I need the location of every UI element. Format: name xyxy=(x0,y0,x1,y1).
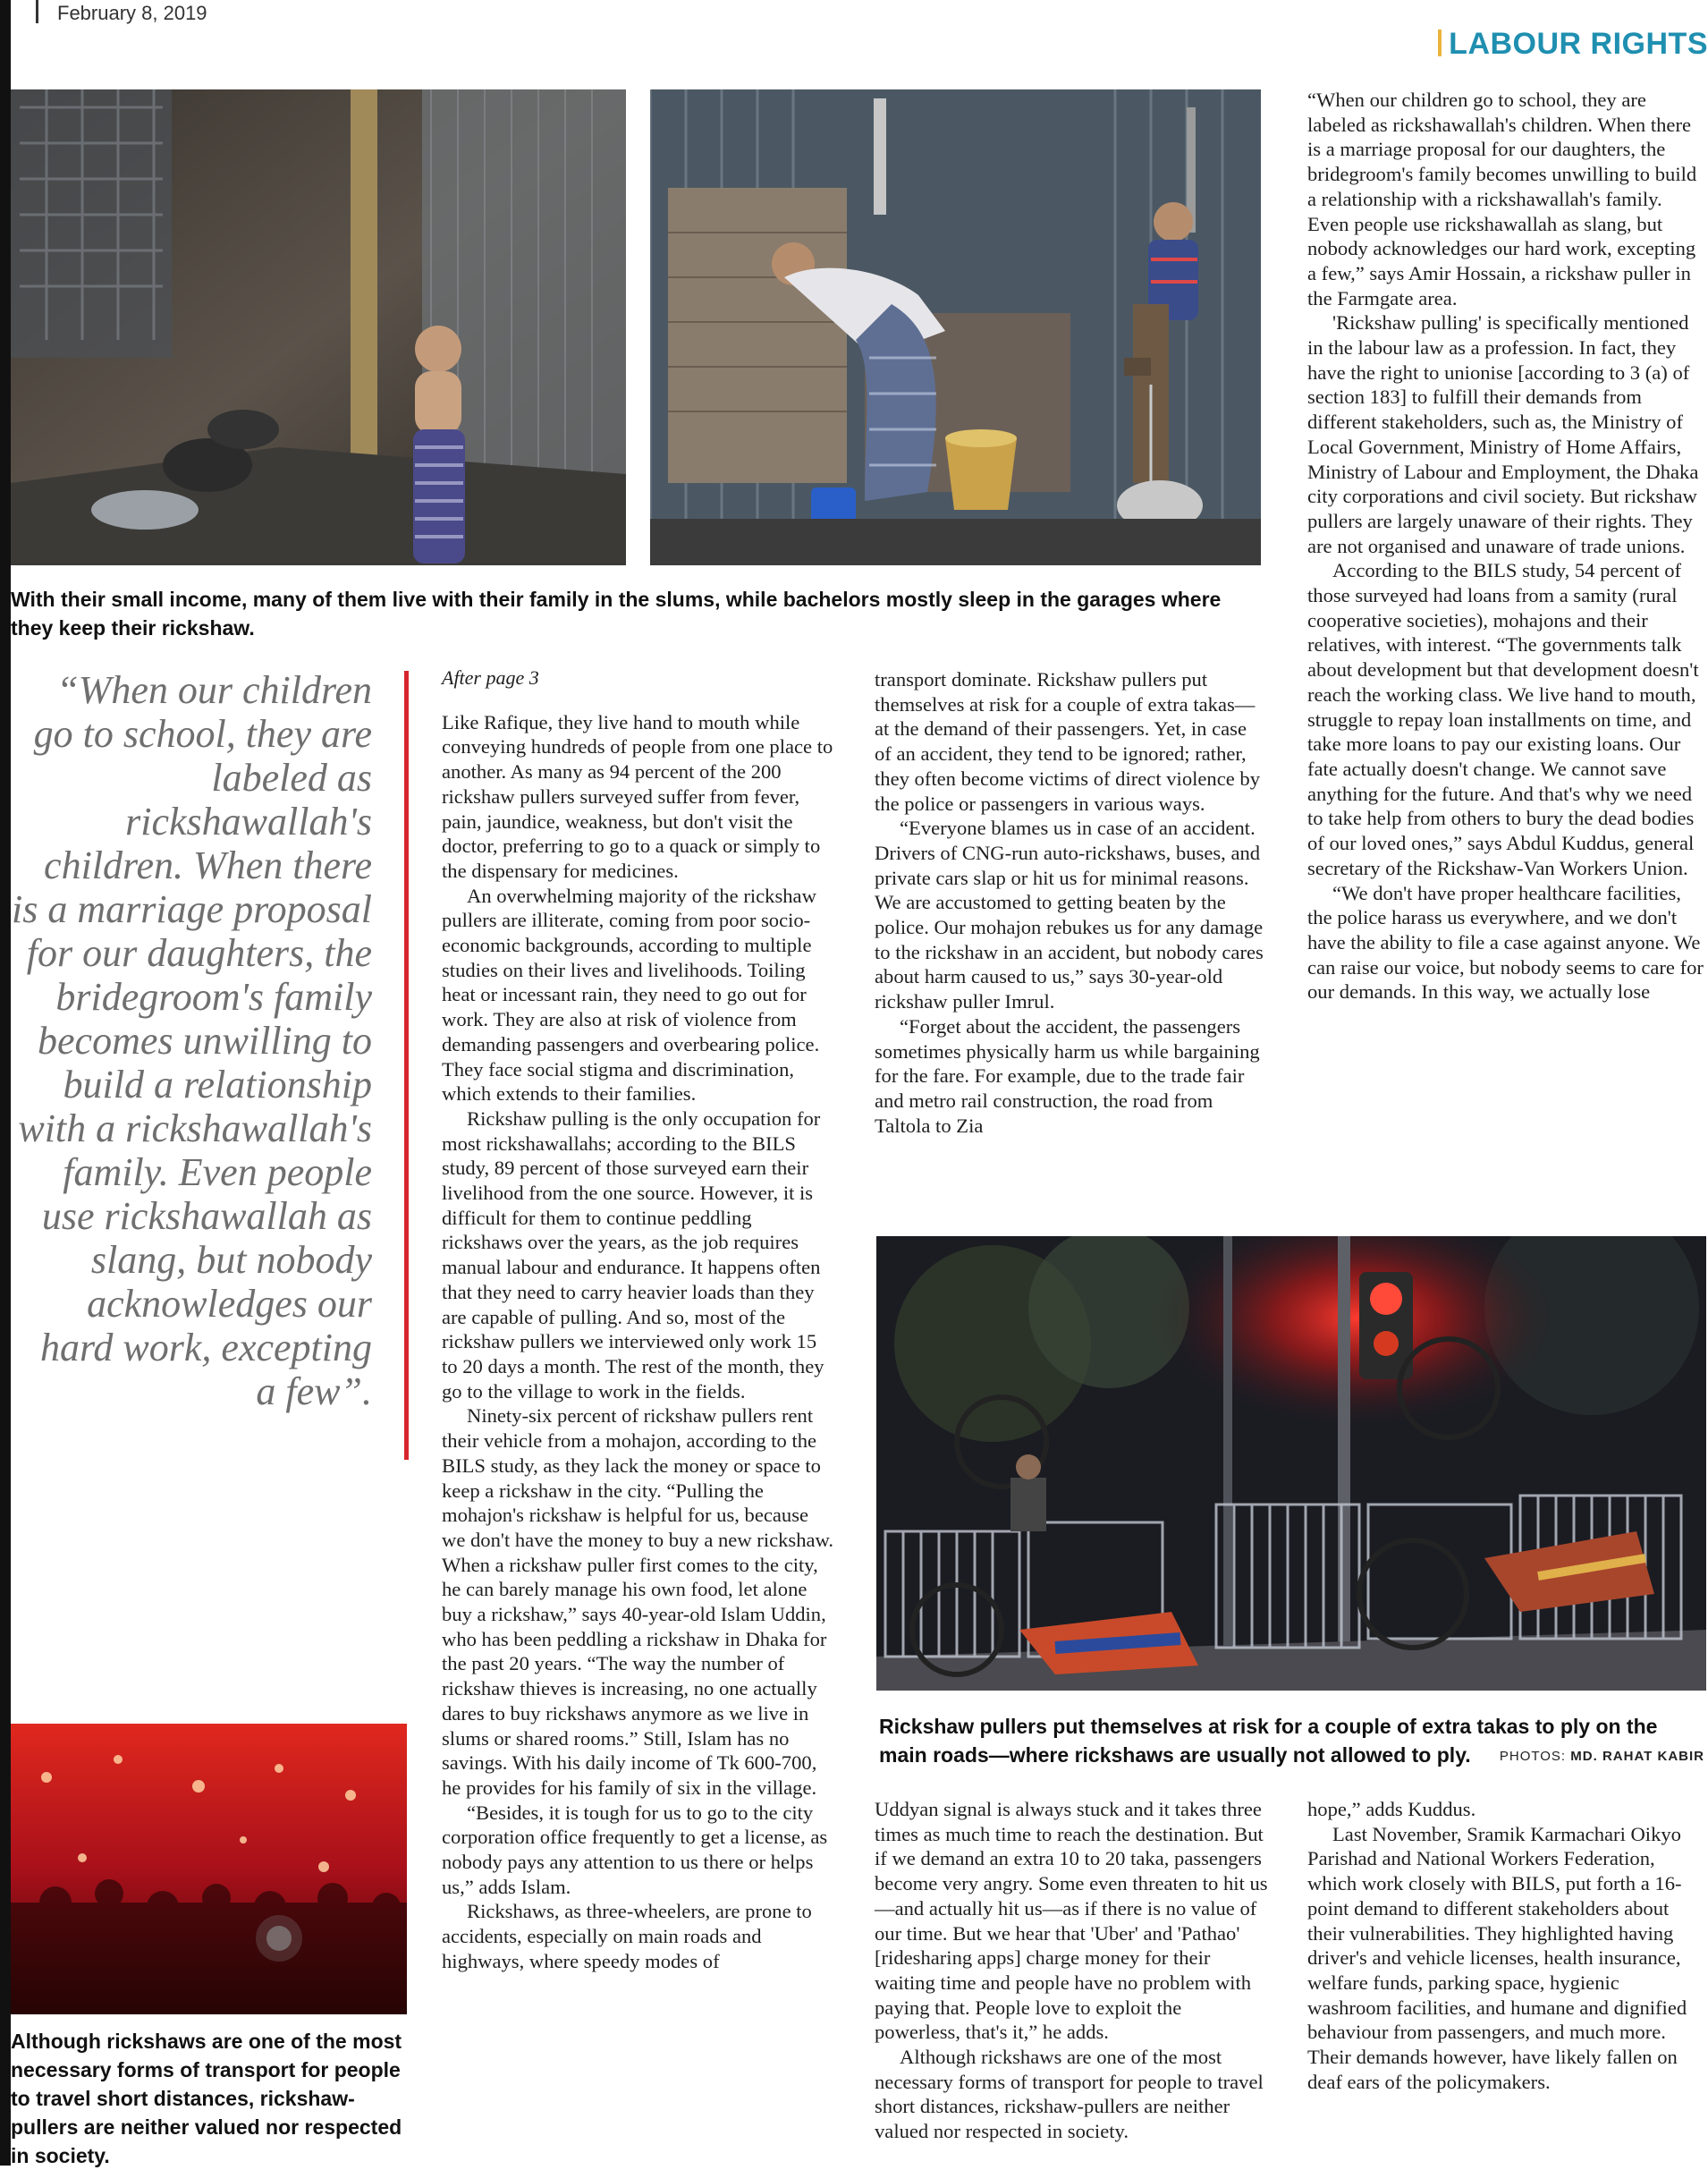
photo-credit-name: MD. RAHAT KABIR xyxy=(1570,1749,1704,1764)
article-column-3-bottom xyxy=(1307,1797,1706,2094)
paragraph: “Forget about the accident, the passengers sometimes physically harm us while bargaining for the fare. For example, due to the trade fair and metro rail construction, the road from Taltola to Zia xyxy=(875,1014,1260,1137)
caption-crowded-street: Although rickshaws are one of the most necessary forms of transport for people to travel short distances, rickshaw-pullers are neither valued nor respected in society. xyxy=(11,2030,402,2167)
paragraph: 'Rickshaw pulling' is specifically mentioned in the labour law as a profession. In fact, they have the right to unionise [according to 3 (a) of section 183] to fulfill their demands from different stakeholders, such as, the Ministry of Local Government, Ministry of Home Affairs, Ministry of Labour and Employment, the Dhaka city corporations and civil society. But rickshaw pullers are largely unaware of their rights. They are not organised and unaware of trade unions. xyxy=(1307,311,1699,557)
paragraph: hope,” adds Kuddus. xyxy=(1307,1798,1476,1820)
caption-road-text: Rickshaw pullers put themselves at risk for a couple of extra takas to ply on the main roads—where rickshaws are usually not allowed to ply. xyxy=(879,1715,1658,1767)
paragraph: Like Rafique, they live hand to mouth while conveying hundreds of people from one place to another. As many as 94 percent of the 200 rickshaw pullers surveyed suffer from fever, pain, jaundice, weakness, but don't visit the doctor, preferring to go to a quack or simply to the dispensary for medicines. xyxy=(442,710,833,882)
article-column-2-top xyxy=(875,667,1268,1138)
paragraph: Although rickshaws are one of the most necessary forms of transport for people to travel short distances, rickshaw-pullers are neither valued nor respected in society. xyxy=(875,2046,1264,2143)
article-column-3-top xyxy=(1307,88,1706,1004)
page-gutter xyxy=(0,0,11,2166)
paragraph: “We don't have proper healthcare facilities, the police harass us everywhere, and we don't have the ability to file a case against anyone. We can raise our voice, but nobody seems to care for our demands. In this way, we actually lose xyxy=(1307,881,1704,1004)
section-title: LABOUR RIGHTS xyxy=(1449,27,1708,61)
paragraph: Rickshaws, as three-wheelers, are prone to accidents, especially on main roads and highways, where speedy modes of xyxy=(442,1900,812,1972)
paragraph: An overwhelming majority of the rickshaw pullers are illiterate, coming from poor socio-economic backgrounds, according to multiple studies on their lives and livelihoods. Toiling heat or incessant rain, they need to go out for work. They are also at risk of violence from demanding passengers and overbearing police. They face social stigma and discrimination, which extends to their families. xyxy=(442,884,820,1106)
photo-rickshaws-road xyxy=(876,1236,1706,1691)
caption-slum-photos: With their small income, many of them live with their family in the slums, while bachelors mostly sleep in the garages where they keep their rickshaw. xyxy=(11,588,1222,640)
paragraph: “Everyone blames us in case of an accident. Drivers of CNG-run auto-rickshaws, buses, and private cars slap or hit us for minimal reasons. We are accustomed to getting beaten by the police. Our mohajon rebukes us for any damage to the rickshaw in an accident, but nobody cares about harm caused to us,” says 30-year-old rickshaw puller Imrul. xyxy=(875,817,1264,1013)
continued-from: After page 3 xyxy=(442,666,539,689)
paragraph: transport dominate. Rickshaw pullers put themselves at risk for a couple of extra takas—at the demand of their passengers. Yet, in case of an accident, they tend to be ignored; rather, they often become victims of direct violence by the police or passengers in various ways. xyxy=(875,668,1261,815)
article-column-2-bottom xyxy=(875,1797,1268,2144)
photo-man-washing xyxy=(650,89,1261,565)
photo-crowded-street xyxy=(11,1724,407,2014)
article-column-1 xyxy=(442,665,835,1974)
photo-child-slum xyxy=(11,89,626,565)
pull-quote-rule xyxy=(404,671,409,1460)
photo-credit-label: PHOTOS: xyxy=(1499,1749,1567,1764)
section-label xyxy=(1438,27,1708,62)
paragraph: “When our children go to school, they are labeled as rickshawallah's children. When there is a marriage proposal for our daughters, the bridegroom's family becomes unwilling to build a relationship with a rickshawallah's family. Even people use rickshawallah as slang, but nobody acknowledges our hard work, excepting a few,” says Amir Hossain, a rickshaw puller in the Farmgate area. xyxy=(1307,89,1697,309)
photo-credit xyxy=(1500,1749,1704,1764)
paragraph: According to the BILS study, 54 percent of those surveyed had loans from a samity (rural cooperative societies), mohajons and their relatives, with interest. “The governments talk about development but that development doesn't reach the working class. We live hand to mouth, struggle to repay loan installments on time, and take more loans to pay our existing loans. Our fate actually doesn't change. We cannot save anything for the future. And that's why we need to take help from others to bury the dead bodies of our loved ones,” says Abdul Kuddus, general secretary of the Rickshaw-Van Workers Union. xyxy=(1307,559,1699,879)
paragraph: Last November, Sramik Karmachari Oikyo Parishad and National Workers Federation, which work closely with BILS, put forth a 16-point demand to different stakeholders about their vulnerabilities. They highlighted having driver's and vehicle licenses, health insurance, welfare funds, parking space, hygienic washroom facilities, and humane and dignified behaviour from passengers, and much more. Their demands however, have likely fallen on deaf ears of the policymakers. xyxy=(1307,1822,1687,2093)
date-rule xyxy=(36,0,38,23)
paragraph: Rickshaw pulling is the only occupation for most rickshawallahs; according to the BILS study, 89 percent of those surveyed earn their livelihood from the one source. However, it is difficult for them to continue peddling rickshaws over the years, as the job requires manual labour and endurance. It happens often that they need to carry heavier loads than they are capable of pulling. And so, most of the rickshaw pullers we interviewed only work 15 to 20 days a month. The rest of the month, they go to the village to work in the fields. xyxy=(442,1106,824,1403)
paragraph: Ninety-six percent of rickshaw pullers rent their vehicle from a mohajon, according to the BILS study, as they lack the money or space to keep a rickshaw in the city. “Pulling the mohajon's rickshaw is helpful for us, because we don't have the money to buy a new rickshaw. When a rickshaw puller first comes to the city, he can barely manage his own food, let alone buy a rickshaw,” says 40-year-old Islam Uddin, who has been peddling a rickshaw in Dhaka for the past 20 years. “The way the number of rickshaw thieves is increasing, no one actually dares to buy rickshaws anymore as we live in slums or shared rooms.” Still, Islam has no savings. With his daily income of Tk 600-700, he provides for his family of six in the village. xyxy=(442,1404,834,1799)
issue-date: February 8, 2019 xyxy=(57,2,207,24)
paragraph: “Besides, it is tough for us to go to the city corporation office frequently to get a license, as nobody pays any attention to us there or helps us,” adds Islam. xyxy=(442,1801,828,1898)
section-bar xyxy=(1438,30,1442,56)
paragraph: Uddyan signal is always stuck and it takes three times as much time to reach the destination. But if we demand an extra 10 to 20 taka, passengers become very angry. Some even threaten to hit us—and actually hit us—as if there is no value of our time. But we hear that 'Uber' and 'Pathao' [ridesharing apps] charge money for their waiting time and people have no problem with paying that. People love to exploit the powerless, that's it,” he adds. xyxy=(875,1798,1268,2044)
pull-quote: “When our children go to school, they are labeled as rickshawallah's children. When there is a marriage proposal for our daughters, the bridegroom's family becomes unwilling to build a relationship with a rickshawallah's family. Even people use rickshawallah as slang, but nobody acknowledges our hard work, excepting a few”. xyxy=(12,668,372,1413)
